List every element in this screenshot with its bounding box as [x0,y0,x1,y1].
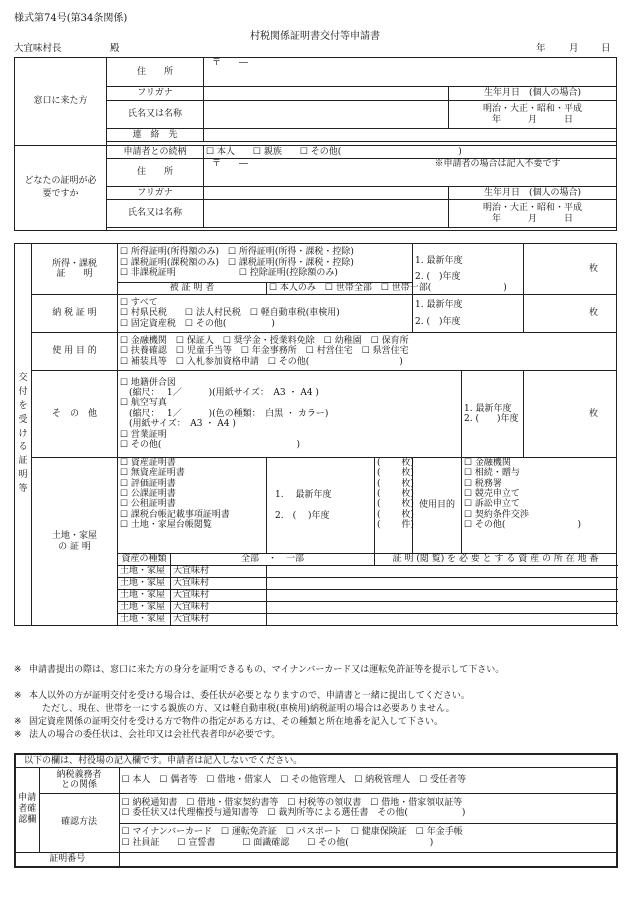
visitor-furigana-label: フリガナ [107,87,204,101]
office-method-ids[interactable]: ☐ マイナンバーカード ☐ 運転免許証 ☐ パスポート ☐ 健康保険証 ☐ 年金手帳 ☐ 社員証 ☐ 宣誓書 ☐ 面識確認 ☐ その他( ) [119,823,617,852]
asset-row-type: 土地・家屋 [118,602,171,614]
payment-label: 納 税 証 明 [32,295,118,333]
purpose-label: 使 用 目 的 [32,333,118,371]
payment-option-line[interactable]: ☐ 村県民税 ☐ 法人村民税 ☐ 軽自動車税(車検用) [120,308,340,319]
purpose-options[interactable] [118,333,617,371]
office-banner: 以下の欄は、村役場の記入欄です。申請者は記入しないでください。 [15,754,617,767]
income-copies[interactable]: 枚 [524,244,617,295]
subject-relation-options[interactable]: ☐ 本人 ☐ 親族 ☐ その他( ) [204,146,617,159]
payment-option-line[interactable]: ☐ すべて [120,297,158,308]
land-use-options-left[interactable]: ☐ 金融機関 ☐ 相続・贈与 ☐ 税務署 ☐ 競売申立て ☐ 訴訟申立て ☐ 契約条件交渉 ☐ その他( ) [462,458,617,554]
visitor-section-label: 窓口に来た方 [15,58,107,146]
asset-location-header: 証 明 (閲 覧) を 必 要 と す る 資 産 の 所 在 地 番 [375,554,617,566]
visitor-address-label: 住 所 [107,58,204,87]
asset-row-village: 大宜味村 [171,578,267,590]
date-month-label: 月 [569,43,579,54]
office-method-label: 確認方法 [39,793,119,852]
asset-type-label: 資産の種類 [118,554,171,566]
asset-row-type: 土地・家屋 [118,566,171,578]
date-year-label: 年 [536,43,546,54]
land-label: 土地・家屋 の 証 明 [32,458,118,626]
subject-address-label: 住 所 [107,159,204,187]
subject-era-line: 明治・大正・昭和・平成 [483,203,583,214]
office-use-table [14,753,618,868]
income-option-line[interactable]: ☐ 課税証明(課税額のみ) ☐ 課税証明(所得・課税・控除) [120,257,354,268]
visitor-ymd-line: 年 月 日 [492,114,574,125]
other-year[interactable]: 1. 最新年度 2. ( )年度 [462,371,524,458]
visitor-postal-mark: 〒 ― [212,58,249,68]
cert-side-label: 交付を受ける証明等 [15,244,32,626]
payment-copies[interactable]: 枚 [524,295,617,333]
land-options[interactable]: ☐ 資産証明書 ☐ 無資産証明書 ☐ 評価証明書 ☐ 公課証明書 ☐ 公租証明書 ☐ 課税台帳記載事項証明書 ☐ 土地・家屋台帳閲覧 [118,458,267,554]
land-use-label: 使用目的 [413,458,462,554]
payment-options[interactable] [118,295,413,333]
honorific: 殿 [110,43,120,54]
purpose-option-line[interactable]: ☐ 補装具等 ☐ 入札参加資格申請 ☐ その他( ) [120,356,403,367]
visitor-contact-field[interactable] [204,129,617,142]
subject-self-note: ※申請者の場合は記入不要です [434,159,561,169]
income-subject-options[interactable]: ☐ 本人のみ ☐ 世帯全部 ☐ 世帯一部( ) [267,283,413,295]
payment-year[interactable]: 1. 最新年度 2. ( )年度 [413,295,524,333]
visitor-furigana-field[interactable] [204,87,449,101]
office-method-docs[interactable]: ☐ 納税通知書 ☐ 借地・借家契約書等 ☐ 村税等の領収書 ☐ 借地・借家領収証等 ☐ 委任状又は代理権授与通知書等 ☐ 裁判所等による選任書 その他( ) [119,793,617,823]
subject-section-label: どなたの証明が必要ですか [15,146,107,231]
asset-row-type: 土地・家屋 [118,614,171,626]
form-title: 村税関係証明書交付等申請書 [250,31,380,42]
asset-scope[interactable]: 全部 ・ 一部 [171,554,375,566]
income-option-line[interactable]: ☐ 非課税証明 ☐ 控除証明(控除額のみ) [120,268,338,279]
land-year[interactable]: 1. 最新年度 2. ( )年度 [267,458,375,554]
other-copies[interactable]: 枚 [524,371,617,458]
visitor-era-line: 明治・大正・昭和・平成 [483,104,583,115]
subject-dob-field[interactable] [449,200,617,228]
subject-name-label: 氏名又は名称 [107,200,204,228]
purpose-option-line[interactable]: ☐ 扶養確認 ☐ 児童手当等 ☐ 年金事務所 ☐ 村営住宅 ☐ 県営住宅 [120,346,409,357]
asset-row-village: 大宜味村 [171,614,267,626]
other-label: そ の 他 [32,371,118,458]
asset-row-village: 大宜味村 [171,590,267,602]
income-options[interactable] [118,244,413,283]
date-day-label: 日 [601,43,611,54]
asset-row-location[interactable] [267,566,617,578]
office-cert-no-field[interactable] [119,852,617,867]
asset-row-location[interactable] [267,578,617,590]
spacer [107,228,617,231]
subject-name-field[interactable] [204,200,449,228]
subject-postal-mark: 〒 ― [212,159,249,169]
asset-row-village: 大宜味村 [171,566,267,578]
subject-furigana-field[interactable] [204,187,449,200]
certificates-table [14,243,617,626]
form-number: 様式第74号(第34条関係) [14,13,128,24]
visitor-name-field[interactable] [204,101,449,129]
visitor-contact-label: 連 絡 先 [107,129,204,142]
subject-furigana-label: フリガナ [107,187,204,200]
purpose-option-line[interactable]: ☐ 金融機関 ☐ 保証人 ☐ 奨学金・授業料免除 ☐ 幼稚園 ☐ 保育所 [120,335,409,346]
visitor-dob-field[interactable] [449,101,617,129]
visitor-name-label: 氏名又は名称 [107,101,204,129]
income-subject-label: 被 証 明 者 [118,283,267,295]
visitor-address-field[interactable] [204,58,617,87]
office-relation-options[interactable]: ☐ 本人 ☐ 偶者等 ☐ 借地・借家人 ☐ その他管理人 ☐ 納税管理人 ☐ 受任者等 [119,767,617,793]
applicant-table [14,57,617,231]
income-option-line[interactable]: ☐ 所得証明(所得額のみ) ☐ 所得証明(所得・課税・控除) [120,247,354,258]
office-cert-no-label: 証明番号 [15,852,119,867]
land-counts[interactable]: ( 枚) ( 枚) ( 枚) ( 枚) ( 枚) ( 枚) ( 件) [375,458,413,554]
other-options[interactable]: ☐ 地籍併合図 (縮尺： 1／ )(用紙サイズ： A3 ・ A4 ) ☐ 航空写真 (縮尺： 1／ )(色の種類： 白黒 ・ カラー) (用紙サイズ： A3 ・ A4 ) ☐ 営業証明 ☐ その他( ) [118,371,462,458]
subject-ymd-line: 年 月 日 [492,213,574,224]
asset-row-village: 大宜味村 [171,602,267,614]
addressee: 大宜味村長 [14,43,62,54]
income-label: 所得・課税 証 明 [32,244,118,295]
subject-dob-label: 生年月日 (個人の場合) [449,187,617,200]
office-relation-label: 納税義務者 との関係 [39,767,119,793]
office-side-label: 申請者確認欄 [15,767,39,852]
asset-row-type: 土地・家屋 [118,578,171,590]
asset-row-location[interactable] [267,614,617,626]
asset-row-type: 土地・家屋 [118,590,171,602]
asset-row-location[interactable] [267,590,617,602]
income-year[interactable]: 1. 最新年度 2. ( )年度 [413,244,524,295]
subject-address-field[interactable] [204,159,617,187]
subject-relation-label: 申請者との続柄 [107,146,204,159]
visitor-dob-label: 生年月日 (個人の場合) [449,87,617,101]
asset-row-location[interactable] [267,602,617,614]
payment-option-line[interactable]: ☐ 固定資産税 ☐ その他( ) [120,318,275,329]
